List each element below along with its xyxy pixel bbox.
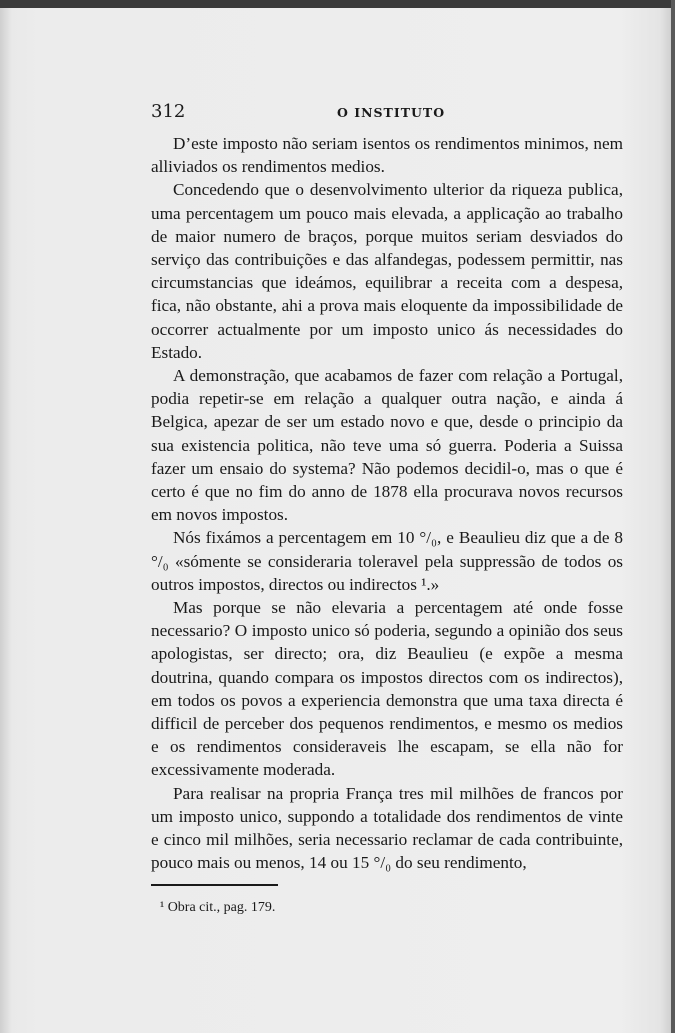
- scan-right-border: [671, 0, 675, 1033]
- paragraph: Nós fixámos a percentagem em 10 °/₀, e Beaulieu diz que a de 8 °/₀ «sómente se consideraria toleravel pela suppressão de todos os outros impostos, directos ou indirectos ¹.»: [151, 528, 623, 594]
- page-number: 312: [151, 101, 186, 122]
- scan-top-border: [0, 0, 675, 8]
- body-text: [151, 132, 623, 875]
- running-title: O INSTITUTO: [337, 105, 446, 120]
- paragraph: Mas porque se não elevaria a percentagem até onde fosse necessario? O imposto unico só poderia, segundo a opinião dos seus apologistas, ser directo; ora, diz Beaulieu (e expõe a mesma doutrina, quando compara os impostos directos com os indirectos), em todos os povos a experiencia demonstra que uma taxa directa é difficil de perceber dos pequenos rendimentos, e mesmo os medios e os rendimentos consideraveis lhe escapam, se ella não for excessivamente moderada.: [151, 598, 623, 780]
- footnote-rule: [151, 884, 278, 886]
- footnote: ¹ Obra cit., pag. 179.: [160, 900, 276, 915]
- paragraph: Para realisar na propria França tres mil milhões de francos por um imposto unico, suppondo a totalidade dos rendimentos de vinte e cinco mil milhões, seria necessario reclamar de cada contribuinte, pouco mais ou menos, 14 ou 15 °/₀ do seu rendimento,: [151, 783, 623, 873]
- page-header: [151, 101, 623, 125]
- paragraph: D’este imposto não seriam isentos os rendimentos minimos, nem alliviados os rendimentos medios.: [151, 134, 623, 177]
- paragraph: A demonstração, que acabamos de fazer com relação a Portugal, podia repetir-se em relação a qualquer outra nação, e ainda á Belgica, apezar de ser um estado novo e que, desde o principio da sua existencia politica, não teve uma só guerra. Poderia a Suissa fazer um ensaio do systema? Não podemos decidil-o, mas o que é certo é que no fim do anno de 1878 ella procurava novos recursos em novos impostos.: [151, 366, 623, 525]
- paragraph: Concedendo que o desenvolvimento ulterior da riqueza publica, uma percentagem um pouco mais elevada, a applicação ao trabalho de maior numero de braços, porque muitos seriam desviados do serviço das contribuições e das alfandegas, podessem permittir, nas circumstancias que ideámos, equilibrar a receita com a despesa, fica, não obstante, ahi a prova mais eloquente da impossibilidade de occorrer actualmente por um imposto unico ás necessidades do Estado.: [151, 180, 623, 362]
